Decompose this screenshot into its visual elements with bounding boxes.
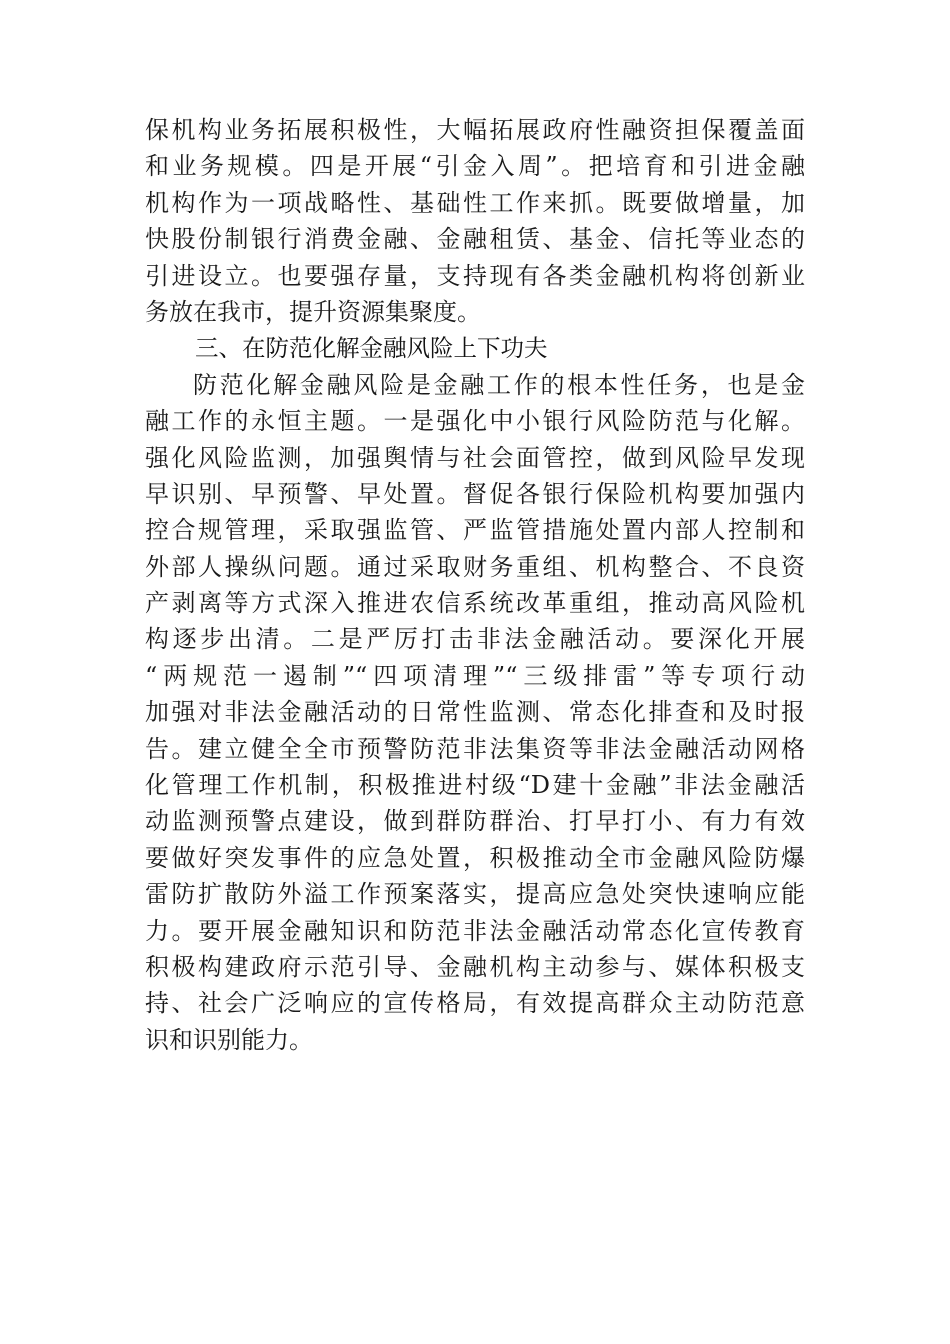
text-line: 融工作的永恒主题。一是强化中小银行风险防范与化解。	[145, 407, 805, 436]
text-line: 持、社会广泛响应的宣传格局，有效提高群众主动防范意	[145, 989, 805, 1018]
text-line: 力。要开展金融知识和防范非法金融活动常态化宣传教育	[145, 916, 805, 945]
text-line: 识和识别能力。	[145, 1025, 313, 1054]
document-body	[145, 112, 805, 1058]
text-line: 强化风险监测，加强舆情与社会面管控，做到风险早发现	[145, 443, 805, 472]
text-line: 雷防扩散防外溢工作预案落实，提高应急处突快速响应能	[145, 880, 805, 909]
text-line: 构逐步出清。二是严厉打击非法金融活动。要深化开展	[145, 625, 805, 654]
paragraph-continued	[145, 112, 805, 330]
text-line: 化管理工作机制，积极推进村级“D建十金融”非法金融活	[145, 771, 805, 800]
section-heading: 三、在防范化解金融风险上下功夫	[195, 334, 548, 363]
text-line: “两规范一遏制”“四项清理”“三级排雷”等专项行动	[145, 661, 805, 690]
text-line: 产剥离等方式深入推进农信系统改革重组，推动高风险机	[145, 589, 805, 618]
text-line: 积极构建政府示范引导、金融机构主动参与、媒体积极支	[145, 952, 805, 981]
text-line: 要做好突发事件的应急处置，积极推动全市金融风险防爆	[145, 843, 805, 872]
text-line: 引进设立。也要强存量，支持现有各类金融机构将创新业	[145, 261, 805, 290]
text-line: 早识别、早预警、早处置。督促各银行保险机构要加强内	[145, 479, 805, 508]
text-line: 保机构业务拓展积极性，大幅拓展政府性融资担保覆盖面	[145, 116, 805, 144]
text-line: 务放在我市，提升资源集聚度。	[145, 297, 481, 326]
paragraph-risk	[145, 367, 805, 1058]
text-line: 和业务规模。四是开展“引金入周”。把培育和引进金融	[145, 152, 805, 181]
text-line: 控合规管理，采取强监管、严监管措施处置内部人控制和	[145, 516, 805, 545]
text-line: 告。建立健全全市预警防范非法集资等非法金融活动网格	[145, 734, 805, 763]
text-line: 快股份制银行消费金融、金融租赁、基金、信托等业态的	[145, 225, 805, 254]
text-line: 机构作为一项战略性、基础性工作来抓。既要做增量，加	[145, 188, 805, 217]
text-line: 加强对非法金融活动的日常性监测、常态化排查和及时报	[145, 698, 805, 727]
text-line: 防范化解金融风险是金融工作的根本性任务，也是金	[193, 370, 805, 399]
text-line: 动监测预警点建设，做到群防群治、打早打小、有力有效	[145, 807, 805, 836]
text-line: 外部人操纵问题。通过采取财务重组、机构整合、不良资	[145, 552, 805, 581]
